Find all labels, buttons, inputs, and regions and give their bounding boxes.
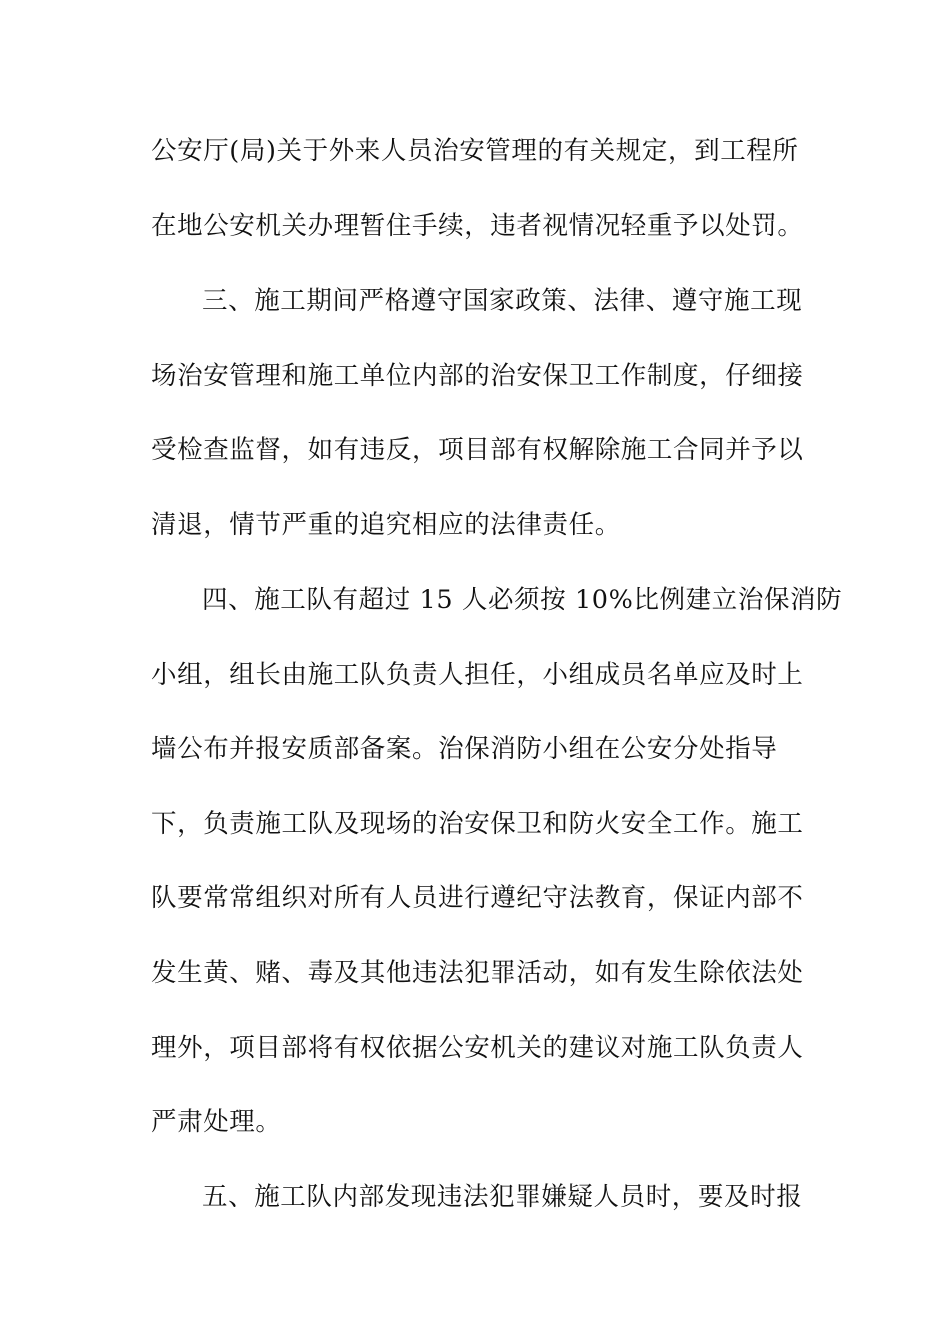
text-line: 理外，项目部将有权依据公安机关的建议对施工队负责人	[151, 1033, 804, 1063]
text-line: 受检查监督，如有违反，项目部有权解除施工合同并予以	[151, 435, 804, 465]
text-line: 小组，组长由施工队负责人担任，小组成员名单应及时上	[151, 660, 804, 690]
text-line: 公安厅(局)关于外来人员治安管理的有关规定，到工程所	[151, 136, 799, 166]
text-line: 在地公安机关办理暂住手续，违者视情况轻重予以处罚。	[151, 211, 804, 241]
text-line: 清退，情节严重的追究相应的法律责任。	[151, 510, 621, 540]
text-line: 队要常常组织对所有人员进行遵纪守法教育，保证内部不	[151, 883, 804, 913]
text-line: 下，负责施工队及现场的治安保卫和防火安全工作。施工	[151, 809, 804, 839]
text-line: 发生黄、赌、毒及其他违法犯罪活动，如有发生除依法处	[151, 958, 804, 988]
text-line: 严肃处理。	[151, 1107, 282, 1137]
text-line: 场治安管理和施工单位内部的治安保卫工作制度，仔细接	[151, 361, 804, 391]
text-line: 墙公布并报安质部备案。治保消防小组在公安分处指导	[151, 734, 778, 764]
paragraph-5-start: 五、施工队内部发现违法犯罪嫌疑人员时，要及时报	[202, 1182, 803, 1212]
paragraph-4-start: 四、施工队有超过 15 人必须按 10%比例建立治保消防	[202, 585, 843, 615]
paragraph-3-start: 三、施工期间严格遵守国家政策、法律、遵守施工现	[202, 286, 803, 316]
